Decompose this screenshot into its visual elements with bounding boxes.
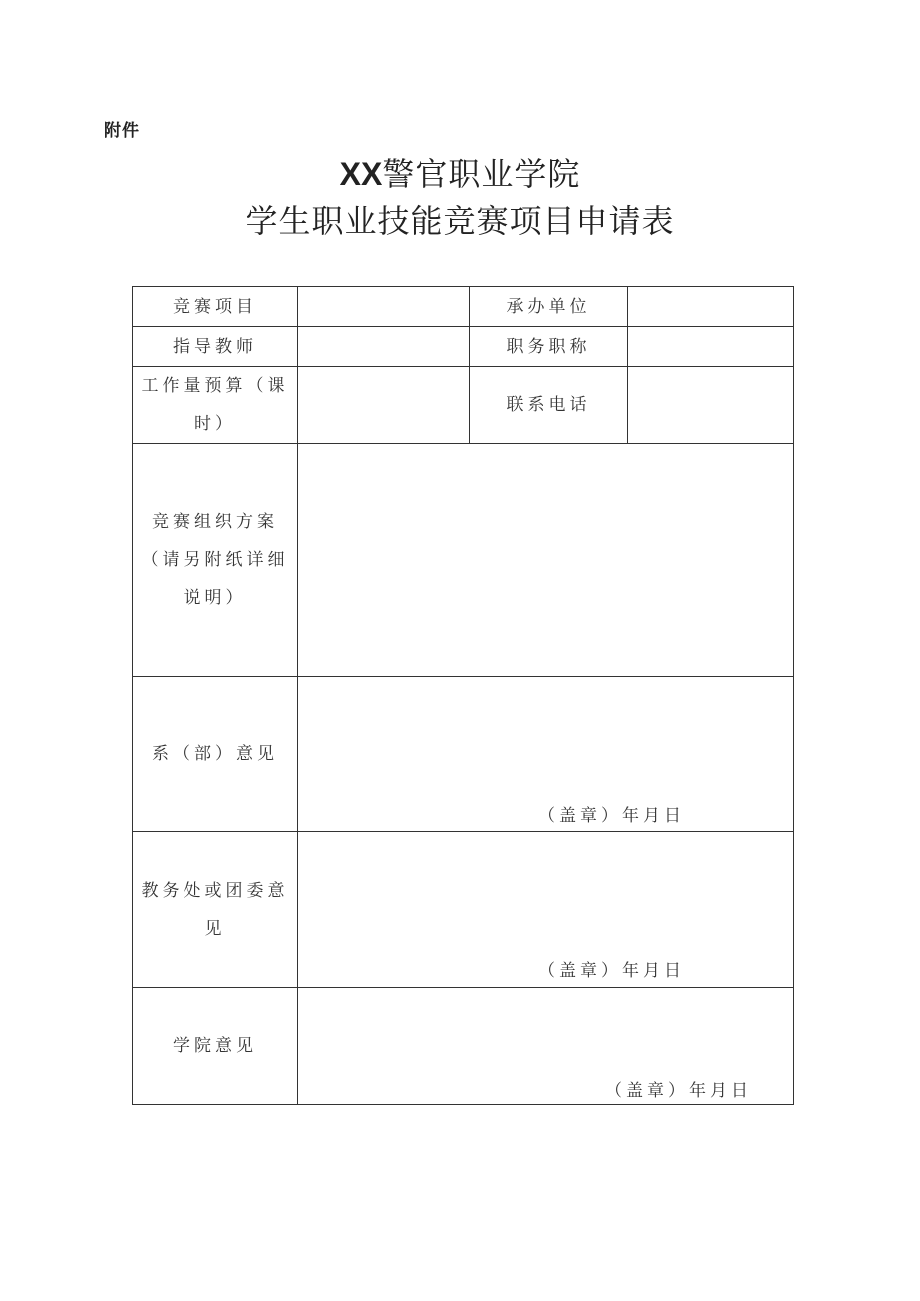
form-row-academic-affairs-opinion xyxy=(133,832,794,988)
phone-label: 联系电话 xyxy=(470,367,628,444)
host-unit-label: 承办单位 xyxy=(470,287,628,327)
form-row-college-opinion xyxy=(133,988,794,1105)
job-title-field[interactable] xyxy=(628,327,794,367)
instructor-label: 指导教师 xyxy=(133,327,298,367)
competition-item-field[interactable] xyxy=(298,287,470,327)
college-opinion-field[interactable] xyxy=(298,988,794,1105)
academic-affairs-opinion-label: 教务处或团委意见 xyxy=(133,832,298,988)
academic-affairs-opinion-field[interactable] xyxy=(298,832,794,988)
academic-affairs-stamp-date: （盖章）年月日 xyxy=(538,961,685,981)
form-row-department-opinion xyxy=(133,677,794,832)
department-opinion-field[interactable] xyxy=(298,677,794,832)
department-opinion-label: 系（部）意见 xyxy=(133,677,298,832)
form-row-plan xyxy=(133,444,794,677)
job-title-label: 职务职称 xyxy=(470,327,628,367)
college-stamp-date: （盖章）年月日 xyxy=(605,1081,752,1101)
plan-field[interactable] xyxy=(298,444,794,677)
host-unit-field[interactable] xyxy=(628,287,794,327)
college-opinion-label: 学院意见 xyxy=(133,988,298,1105)
title-prefix: XX xyxy=(339,156,383,192)
form-row-competition-item xyxy=(133,287,794,327)
document-title-line-1 xyxy=(0,154,920,194)
title-line-1-text: 警官职业学院 xyxy=(382,155,581,193)
form-row-workload xyxy=(133,367,794,444)
plan-label: 竞赛组织方案（请另附纸详细说明） xyxy=(133,444,298,677)
form-row-instructor xyxy=(133,327,794,367)
phone-field[interactable] xyxy=(628,367,794,444)
application-form-table xyxy=(132,286,794,1105)
document-title-line-2: 学生职业技能竞赛项目申请表 xyxy=(245,202,675,240)
competition-item-label: 竞赛项目 xyxy=(133,287,298,327)
workload-label: 工作量预算（课时） xyxy=(133,367,298,444)
instructor-field[interactable] xyxy=(298,327,470,367)
attachment-label: 附件 xyxy=(104,121,140,141)
workload-field[interactable] xyxy=(298,367,470,444)
department-stamp-date: （盖章）年月日 xyxy=(538,806,685,826)
